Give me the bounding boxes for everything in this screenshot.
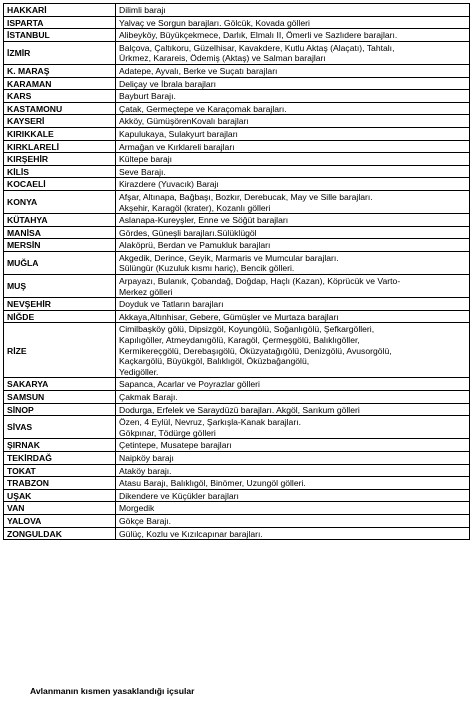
waterbody-cell: Atasu Barajı, Balıklıgöl, Binömer, Uzungöl gölleri. (116, 477, 470, 490)
province-cell: NEVŞEHİR (4, 298, 116, 311)
province-cell: SAMSUN (4, 391, 116, 404)
table-row (4, 90, 470, 103)
table-row (4, 464, 470, 477)
province-cell: ZONGULDAK (4, 527, 116, 540)
waterbody-cell: Doyduk ve Tatların barajları (116, 298, 470, 311)
waterbody-cell: Gördes, Güneşli barajları.Sülüklügöl (116, 226, 470, 239)
table-row (4, 4, 470, 17)
table-row (4, 416, 470, 439)
waterbody-cell: Çetintepe, Musatepe barajları (116, 439, 470, 452)
province-cell: ŞIRNAK (4, 439, 116, 452)
waterbody-cell: Arpayazı, Bulanık, Çobandağ, Doğdap, Haçlı (Kazan), Köprücük ve Varto- Merkez gölleri (116, 275, 470, 298)
province-cell: KARS (4, 90, 116, 103)
table-row (4, 178, 470, 191)
waterbody-cell: Adatepe, Ayvalı, Berke ve Suçatı barajları (116, 64, 470, 77)
waterbody-cell: Akköy, GümüşörenKovalı barajları (116, 115, 470, 128)
waterbody-cell: Ataköy barajı. (116, 464, 470, 477)
table-row (4, 298, 470, 311)
waterbody-cell: Yalvaç ve Sorgun barajları. Gölcük, Kovada gölleri (116, 16, 470, 29)
waterbody-cell: Balçova, Çaltıkoru, Güzelhisar, Kavakdere, Kutlu Aktaş (Alaçatı), Tahtalı, Ürkmez, Karareis, Ödemiş (Aktaş) ve Salman barajları (116, 41, 470, 64)
lakes-table (3, 3, 470, 540)
waterbody-cell: Gülüç, Kozlu ve Kızılcapınar barajları. (116, 527, 470, 540)
waterbody-cell: Özen, 4 Eylül, Nevruz, Şarkışla-Kanak barajları. Gökpınar, Tödürge gölleri (116, 416, 470, 439)
province-cell: İZMİR (4, 41, 116, 64)
table-row (4, 391, 470, 404)
waterbody-cell: Çakmak Barajı. (116, 391, 470, 404)
table-row (4, 310, 470, 323)
table-row (4, 140, 470, 153)
province-cell: K. MARAŞ (4, 64, 116, 77)
table-row (4, 29, 470, 42)
province-cell: KOCAELİ (4, 178, 116, 191)
province-cell: MERSİN (4, 239, 116, 252)
document-page (3, 3, 469, 540)
province-cell: MUŞ (4, 275, 116, 298)
waterbody-cell: Dilimli barajı (116, 4, 470, 17)
province-cell: KIRIKKALE (4, 127, 116, 140)
waterbody-cell: Naipköy barajı (116, 451, 470, 464)
province-cell: SAKARYA (4, 378, 116, 391)
waterbody-cell: Kültepe barajı (116, 153, 470, 166)
table-row (4, 451, 470, 464)
province-cell: HAKKARİ (4, 4, 116, 17)
table-row (4, 514, 470, 527)
waterbody-cell: Aslanapa-Kureyşler, Enne ve Söğüt barajları (116, 214, 470, 227)
table-row (4, 165, 470, 178)
table-row (4, 190, 470, 213)
table-row (4, 323, 470, 378)
province-cell: VAN (4, 502, 116, 515)
province-cell: SİVAS (4, 416, 116, 439)
province-cell: KIRKLARELİ (4, 140, 116, 153)
waterbody-cell: Akgedik, Derince, Geyik, Marmaris ve Mumcular barajları. Sülüngür (Kuzuluk kısmı hariç), Bencik gölleri. (116, 251, 470, 274)
table-row (4, 41, 470, 64)
waterbody-cell: Çatak, Germeçtepe ve Karaçomak barajları. (116, 102, 470, 115)
waterbody-cell: Alaköprü, Berdan ve Pamukluk barajları (116, 239, 470, 252)
waterbody-cell: Deliçay ve İbrala barajları (116, 77, 470, 90)
table-row (4, 239, 470, 252)
province-cell: ISPARTA (4, 16, 116, 29)
section-heading: Avlanmanın kısmen yasaklandığı içsular (30, 686, 195, 696)
table-row (4, 275, 470, 298)
table-row (4, 439, 470, 452)
table-row (4, 226, 470, 239)
province-cell: UŞAK (4, 489, 116, 502)
waterbody-cell: Sapanca, Acarlar ve Poyrazlar gölleri (116, 378, 470, 391)
province-cell: İSTANBUL (4, 29, 116, 42)
province-cell: MUĞLA (4, 251, 116, 274)
province-cell: KASTAMONU (4, 102, 116, 115)
table-row (4, 214, 470, 227)
waterbody-cell: Akkaya,Altınhisar, Gebere, Gümüşler ve Murtaza barajları (116, 310, 470, 323)
waterbody-cell: Gökçe Barajı. (116, 514, 470, 527)
province-cell: MANİSA (4, 226, 116, 239)
province-cell: KIRŞEHİR (4, 153, 116, 166)
table-row (4, 502, 470, 515)
waterbody-cell: Dodurga, Erfelek ve Saraydüzü barajları. Akgöl, Sarıkum gölleri (116, 403, 470, 416)
province-cell: NİĞDE (4, 310, 116, 323)
province-cell: KARAMAN (4, 77, 116, 90)
table-row (4, 251, 470, 274)
province-cell: TOKAT (4, 464, 116, 477)
waterbody-cell: Cimilbaşköy gölü, Dipsizgöl, Koyungölü, Soğanlıgölü, Şefkargölleri, Kapılıgöller, Atmeydanıgölü, Karagöl, Çermeşgölü, Balıklıgöller, Kermikereçgölü, Derebaşıgölü, Öküzyatağıgölü, Denizgölü, Avusorgölü, Kaçkargölü, Büyükgöl, Balıklıgöl, Öküzbağangölü, Yedigöller. (116, 323, 470, 378)
table-row (4, 489, 470, 502)
table-row (4, 16, 470, 29)
province-cell: SİNOP (4, 403, 116, 416)
waterbody-cell: Bayburt Barajı. (116, 90, 470, 103)
province-cell: TEKİRDAĞ (4, 451, 116, 464)
waterbody-cell: Dikendere ve Küçükler barajları (116, 489, 470, 502)
table-row (4, 527, 470, 540)
waterbody-cell: Armağan ve Kırklareli barajları (116, 140, 470, 153)
province-cell: RİZE (4, 323, 116, 378)
province-cell: TRABZON (4, 477, 116, 490)
table-row (4, 477, 470, 490)
waterbody-cell: Kapulukaya, Sulakyurt barajları (116, 127, 470, 140)
table-row (4, 115, 470, 128)
waterbody-cell: Morgedik (116, 502, 470, 515)
province-cell: KONYA (4, 190, 116, 213)
table-row (4, 378, 470, 391)
waterbody-cell: Afşar, Altınapa, Bağbaşı, Bozkır, Derebucak, May ve Sille barajları. Akşehir, Karagöl (krater), Kozanlı gölleri (116, 190, 470, 213)
table-row (4, 77, 470, 90)
waterbody-cell: Seve Barajı. (116, 165, 470, 178)
waterbody-cell: Kirazdere (Yuvacık) Barajı (116, 178, 470, 191)
lakes-table-body (4, 4, 470, 540)
table-row (4, 127, 470, 140)
table-row (4, 153, 470, 166)
province-cell: KAYSERİ (4, 115, 116, 128)
waterbody-cell: Alibeyköy, Büyükçekmece, Darlık, Elmalı II, Ömerli ve Sazlıdere barajları. (116, 29, 470, 42)
province-cell: KÜTAHYA (4, 214, 116, 227)
table-row (4, 403, 470, 416)
province-cell: YALOVA (4, 514, 116, 527)
table-row (4, 102, 470, 115)
province-cell: KİLİS (4, 165, 116, 178)
table-row (4, 64, 470, 77)
